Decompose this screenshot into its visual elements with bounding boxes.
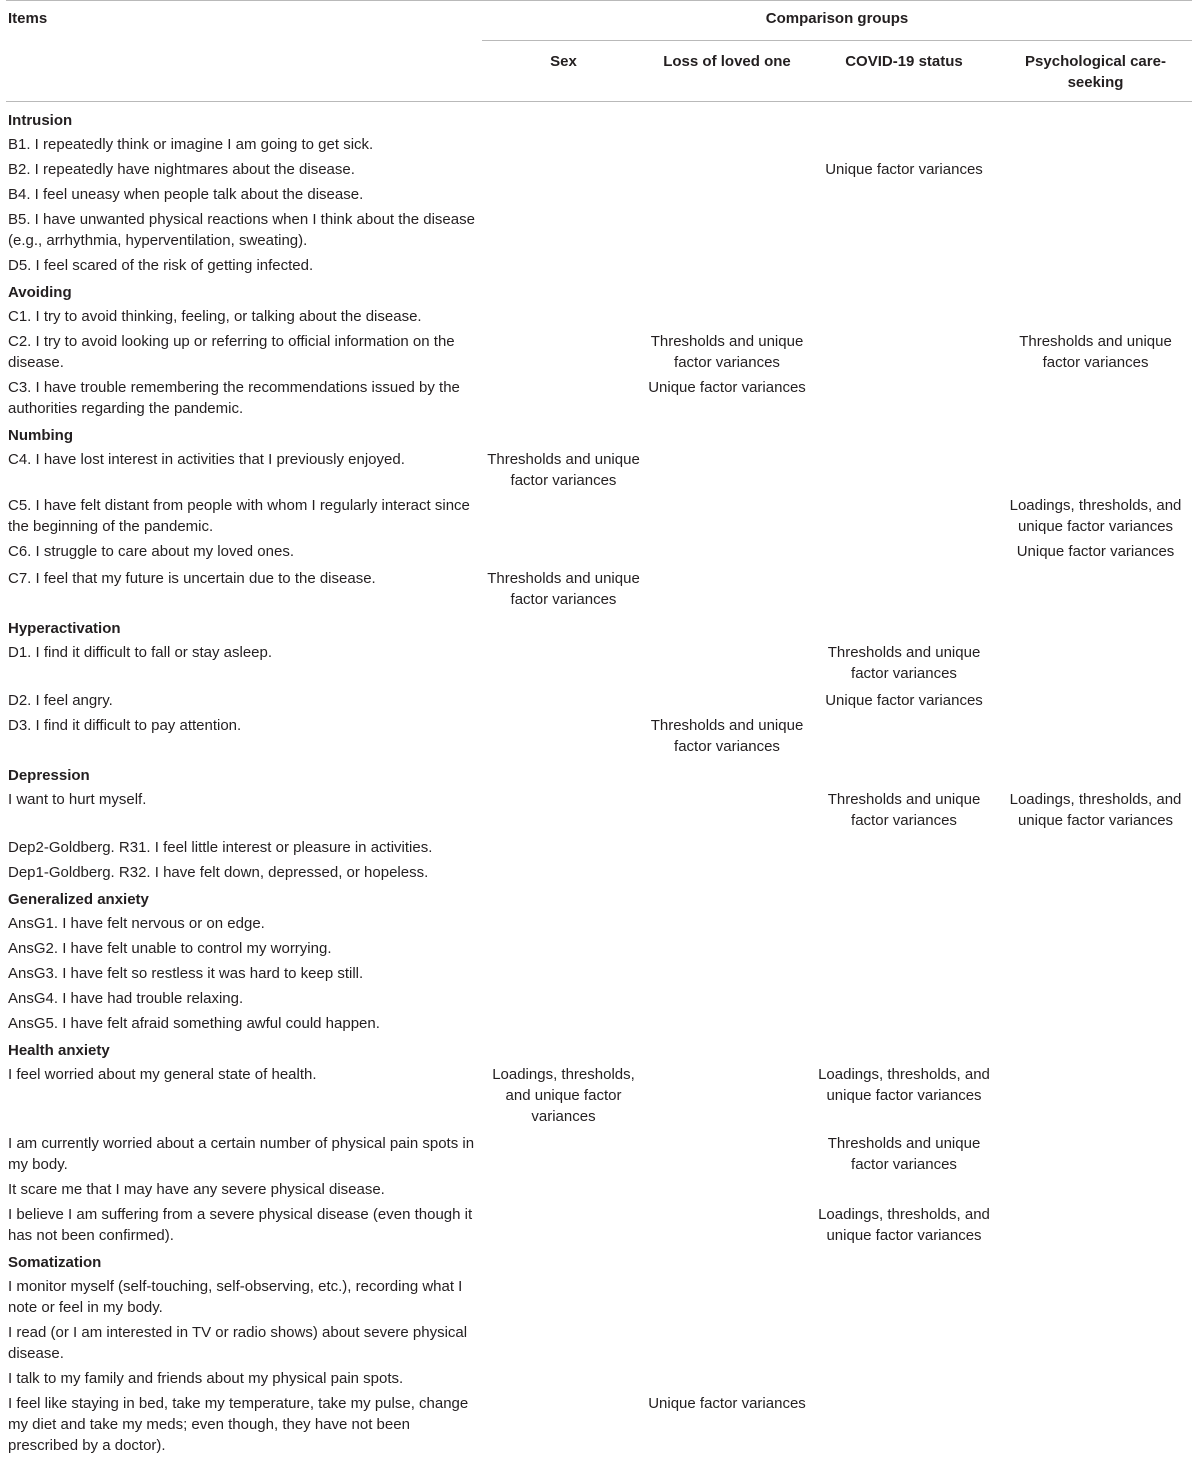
loss-cell [645, 1320, 809, 1366]
table-row [6, 713, 1192, 761]
table-row [6, 375, 1192, 421]
table-row [6, 640, 1192, 688]
table-row [6, 329, 1192, 375]
psych-cell: Loadings, thresholds, and unique factor variances [999, 493, 1192, 539]
item-text: D2. I feel angry. [6, 688, 482, 713]
sex-cell [482, 911, 645, 936]
table-row [6, 1320, 1192, 1366]
table-row [6, 1366, 1192, 1391]
item-text: AnsG4. I have had trouble relaxing. [6, 986, 482, 1011]
item-text: I am currently worried about a certain number of physical pain spots in my body. [6, 1131, 482, 1177]
psych-cell [999, 447, 1192, 493]
loss-cell: Thresholds and unique factor variances [645, 713, 809, 761]
psych-cell [999, 1320, 1192, 1366]
item-text: C7. I feel that my future is uncertain due to the disease. [6, 566, 482, 614]
covid-cell [809, 835, 999, 860]
psych-cell [999, 375, 1192, 421]
sex-cell [482, 1366, 645, 1391]
loss-cell [645, 566, 809, 614]
invariance-table [6, 0, 1192, 1458]
covid-cell [809, 447, 999, 493]
item-text: It scare me that I may have any severe physical disease. [6, 1177, 482, 1202]
loss-cell [645, 1366, 809, 1391]
covid-header: COVID-19 status [809, 41, 999, 102]
sex-cell [482, 157, 645, 182]
table-row [6, 986, 1192, 1011]
item-text: D1. I find it difficult to fall or stay asleep. [6, 640, 482, 688]
item-text: B5. I have unwanted physical reactions when I think about the disease (e.g., arrhythmia, hyperventilation, sweating). [6, 207, 482, 253]
table-row [6, 936, 1192, 961]
item-text: C3. I have trouble remembering the recommendations issued by the authorities regarding the pandemic. [6, 375, 482, 421]
psych-cell [999, 911, 1192, 936]
item-text: Dep1-Goldberg. R32. I have felt down, depressed, or hopeless. [6, 860, 482, 885]
section-row [6, 1036, 1192, 1062]
section-title: Health anxiety [6, 1036, 1192, 1062]
table-row [6, 835, 1192, 860]
table-row [6, 1274, 1192, 1320]
covid-cell [809, 936, 999, 961]
covid-cell [809, 1391, 999, 1458]
covid-cell [809, 713, 999, 761]
item-text: I feel worried about my general state of health. [6, 1062, 482, 1131]
loss-cell: Unique factor variances [645, 375, 809, 421]
table-row [6, 253, 1192, 278]
section-title: Somatization [6, 1248, 1192, 1274]
loss-cell [645, 1011, 809, 1036]
table-row [6, 182, 1192, 207]
item-text: C6. I struggle to care about my loved ones. [6, 539, 482, 566]
covid-cell: Unique factor variances [809, 688, 999, 713]
sex-cell [482, 493, 645, 539]
table-row [6, 493, 1192, 539]
table-row [6, 1177, 1192, 1202]
item-text: I monitor myself (self-touching, self-observing, etc.), recording what I note or feel in my body. [6, 1274, 482, 1320]
sex-cell [482, 961, 645, 986]
loss-header: Loss of loved one [645, 41, 809, 102]
item-text: B2. I repeatedly have nightmares about the disease. [6, 157, 482, 182]
table-row [6, 911, 1192, 936]
sex-cell [482, 860, 645, 885]
psych-cell [999, 986, 1192, 1011]
psych-cell [999, 713, 1192, 761]
covid-cell [809, 860, 999, 885]
loss-cell [645, 1274, 809, 1320]
loss-cell [645, 688, 809, 713]
section-row [6, 421, 1192, 447]
loss-cell [645, 911, 809, 936]
loss-cell [645, 539, 809, 566]
loss-cell [645, 1202, 809, 1248]
table-row [6, 1202, 1192, 1248]
covid-cell [809, 132, 999, 157]
sex-cell [482, 1131, 645, 1177]
sex-cell [482, 713, 645, 761]
sex-cell: Thresholds and unique factor variances [482, 447, 645, 493]
loss-cell [645, 304, 809, 329]
psych-cell [999, 640, 1192, 688]
sex-cell [482, 539, 645, 566]
table-row [6, 132, 1192, 157]
psych-cell [999, 1366, 1192, 1391]
item-text: I talk to my family and friends about my physical pain spots. [6, 1366, 482, 1391]
covid-cell: Thresholds and unique factor variances [809, 1131, 999, 1177]
covid-cell [809, 1366, 999, 1391]
sex-cell [482, 986, 645, 1011]
sex-cell [482, 1202, 645, 1248]
section-row [6, 102, 1192, 133]
item-text: C5. I have felt distant from people with whom I regularly interact since the beginning of the pandemic. [6, 493, 482, 539]
psych-cell [999, 304, 1192, 329]
psych-cell [999, 688, 1192, 713]
table-row [6, 1062, 1192, 1131]
sex-cell [482, 835, 645, 860]
covid-cell: Unique factor variances [809, 157, 999, 182]
psych-cell [999, 936, 1192, 961]
sex-cell: Loadings, thresholds, and unique factor variances [482, 1062, 645, 1131]
loss-cell [645, 182, 809, 207]
sex-cell [482, 375, 645, 421]
loss-cell [645, 860, 809, 885]
item-text: AnsG2. I have felt unable to control my worrying. [6, 936, 482, 961]
covid-cell [809, 1011, 999, 1036]
table-row [6, 1011, 1192, 1036]
psych-cell [999, 1177, 1192, 1202]
item-text: AnsG5. I have felt afraid something awful could happen. [6, 1011, 482, 1036]
covid-cell [809, 493, 999, 539]
psych-cell: Loadings, thresholds, and unique factor variances [999, 787, 1192, 835]
item-text: I believe I am suffering from a severe physical disease (even though it has not been confirmed). [6, 1202, 482, 1248]
item-text: I want to hurt myself. [6, 787, 482, 835]
psych-cell: Unique factor variances [999, 539, 1192, 566]
loss-cell [645, 1062, 809, 1131]
loss-cell [645, 640, 809, 688]
psych-cell [999, 835, 1192, 860]
item-text: B4. I feel uneasy when people talk about the disease. [6, 182, 482, 207]
psych-cell [999, 1202, 1192, 1248]
loss-cell [645, 207, 809, 253]
covid-cell: Thresholds and unique factor variances [809, 640, 999, 688]
section-title: Intrusion [6, 102, 1192, 133]
psych-cell: Thresholds and unique factor variances [999, 329, 1192, 375]
sex-cell [482, 1011, 645, 1036]
covid-cell [809, 304, 999, 329]
psych-cell [999, 1274, 1192, 1320]
covid-cell [809, 961, 999, 986]
covid-cell [809, 1320, 999, 1366]
loss-cell: Unique factor variances [645, 1391, 809, 1458]
covid-cell [809, 539, 999, 566]
loss-cell [645, 835, 809, 860]
covid-cell [809, 1274, 999, 1320]
sex-cell [482, 1274, 645, 1320]
header-row-top [6, 1, 1192, 41]
sex-cell [482, 132, 645, 157]
section-title: Numbing [6, 421, 1192, 447]
section-row [6, 278, 1192, 304]
item-text: I feel like staying in bed, take my temperature, take my pulse, change my diet and take my meds; even though, they have not been prescribed by a doctor). [6, 1391, 482, 1458]
psych-cell [999, 182, 1192, 207]
psych-cell [999, 566, 1192, 614]
sex-cell [482, 1177, 645, 1202]
covid-cell: Loadings, thresholds, and unique factor variances [809, 1062, 999, 1131]
table-body [6, 102, 1192, 1458]
table-row [6, 539, 1192, 566]
psych-header: Psychological care-seeking [999, 41, 1192, 102]
psych-cell [999, 961, 1192, 986]
table-row [6, 1391, 1192, 1458]
loss-cell [645, 1177, 809, 1202]
section-title: Hyperactivation [6, 614, 1192, 640]
loss-cell [645, 493, 809, 539]
sex-cell [482, 1320, 645, 1366]
psych-cell [999, 1011, 1192, 1036]
item-text: AnsG1. I have felt nervous or on edge. [6, 911, 482, 936]
covid-cell [809, 566, 999, 614]
item-text: C4. I have lost interest in activities that I previously enjoyed. [6, 447, 482, 493]
covid-cell [809, 986, 999, 1011]
covid-cell [809, 329, 999, 375]
sex-cell [482, 688, 645, 713]
sex-cell [482, 1391, 645, 1458]
loss-cell [645, 961, 809, 986]
covid-cell [809, 1177, 999, 1202]
covid-cell [809, 375, 999, 421]
psych-cell [999, 132, 1192, 157]
loss-cell [645, 986, 809, 1011]
table-row [6, 688, 1192, 713]
table-row [6, 447, 1192, 493]
covid-cell [809, 182, 999, 207]
loss-cell [645, 157, 809, 182]
sex-header: Sex [482, 41, 645, 102]
item-text: Dep2-Goldberg. R31. I feel little interest or pleasure in activities. [6, 835, 482, 860]
table-row [6, 860, 1192, 885]
comparison-groups-header: Comparison groups [482, 1, 1192, 41]
psych-cell [999, 157, 1192, 182]
sex-cell [482, 936, 645, 961]
table-row [6, 1131, 1192, 1177]
table-row [6, 157, 1192, 182]
table-row [6, 787, 1192, 835]
loss-cell [645, 132, 809, 157]
loss-cell: Thresholds and unique factor variances [645, 329, 809, 375]
sex-cell [482, 329, 645, 375]
psych-cell [999, 253, 1192, 278]
section-row [6, 761, 1192, 787]
covid-cell: Thresholds and unique factor variances [809, 787, 999, 835]
loss-cell [645, 1131, 809, 1177]
covid-cell [809, 207, 999, 253]
sex-cell [482, 207, 645, 253]
covid-cell [809, 911, 999, 936]
loss-cell [645, 787, 809, 835]
sex-cell [482, 182, 645, 207]
psych-cell [999, 207, 1192, 253]
sex-cell [482, 304, 645, 329]
loss-cell [645, 447, 809, 493]
item-text: C2. I try to avoid looking up or referring to official information on the disease. [6, 329, 482, 375]
loss-cell [645, 253, 809, 278]
item-text: C1. I try to avoid thinking, feeling, or talking about the disease. [6, 304, 482, 329]
sex-cell: Thresholds and unique factor variances [482, 566, 645, 614]
loss-cell [645, 936, 809, 961]
item-text: D3. I find it difficult to pay attention. [6, 713, 482, 761]
items-header: Items [6, 1, 482, 102]
item-text: I read (or I am interested in TV or radio shows) about severe physical disease. [6, 1320, 482, 1366]
section-row [6, 885, 1192, 911]
table-row [6, 207, 1192, 253]
psych-cell [999, 1131, 1192, 1177]
item-text: B1. I repeatedly think or imagine I am going to get sick. [6, 132, 482, 157]
psych-cell [999, 860, 1192, 885]
covid-cell [809, 253, 999, 278]
item-text: D5. I feel scared of the risk of getting infected. [6, 253, 482, 278]
section-row [6, 614, 1192, 640]
table-row [6, 566, 1192, 614]
section-title: Depression [6, 761, 1192, 787]
sex-cell [482, 640, 645, 688]
item-text: AnsG3. I have felt so restless it was hard to keep still. [6, 961, 482, 986]
section-row [6, 1248, 1192, 1274]
covid-cell: Loadings, thresholds, and unique factor variances [809, 1202, 999, 1248]
section-title: Generalized anxiety [6, 885, 1192, 911]
sex-cell [482, 253, 645, 278]
sex-cell [482, 787, 645, 835]
table-row [6, 961, 1192, 986]
table-row [6, 304, 1192, 329]
section-title: Avoiding [6, 278, 1192, 304]
psych-cell [999, 1391, 1192, 1458]
psych-cell [999, 1062, 1192, 1131]
